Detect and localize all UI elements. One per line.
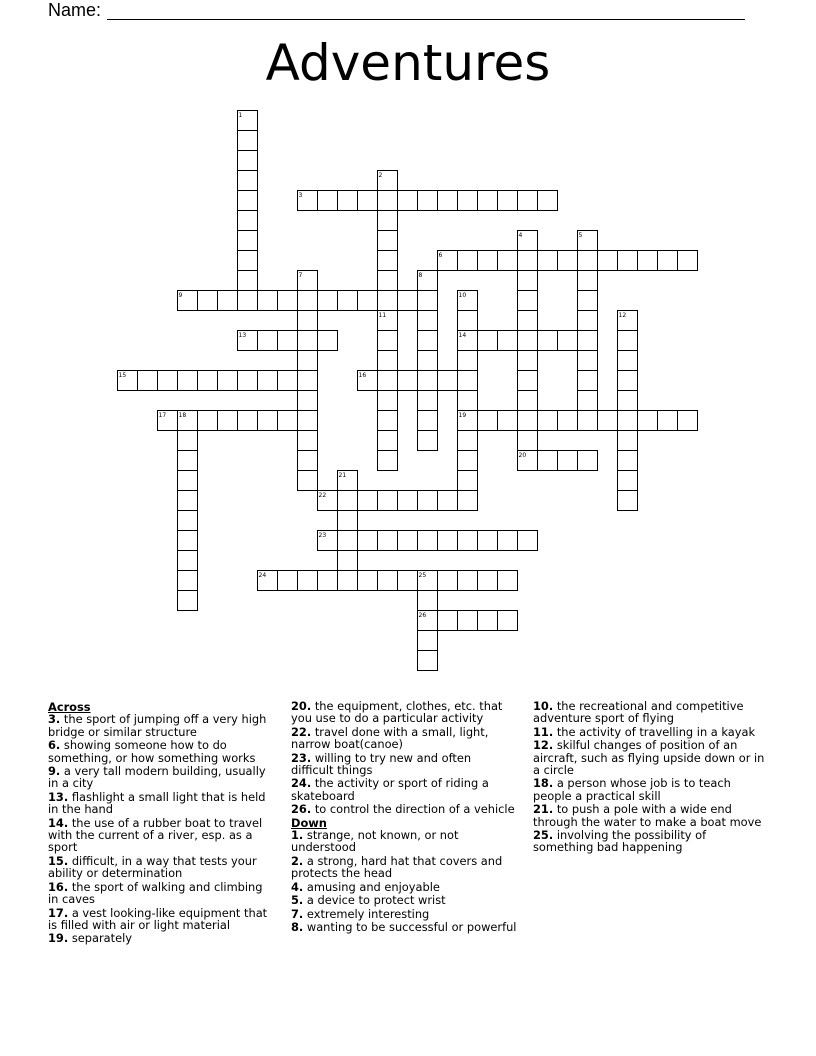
grid-cell[interactable] bbox=[138, 371, 158, 391]
grid-cell[interactable] bbox=[398, 531, 418, 551]
clue-number: 21. bbox=[533, 802, 554, 817]
grid-cell[interactable] bbox=[278, 411, 298, 431]
grid-cell[interactable] bbox=[398, 191, 418, 211]
grid-number: 9 bbox=[178, 292, 183, 299]
clue-item bbox=[291, 908, 517, 920]
grid-cell[interactable] bbox=[618, 331, 638, 351]
clue-text: showing someone how to do something, or how something works bbox=[48, 738, 256, 765]
grid-cell[interactable] bbox=[418, 291, 438, 311]
grid-cell[interactable] bbox=[578, 331, 598, 351]
grid-cell[interactable] bbox=[458, 451, 478, 471]
grid-cell[interactable] bbox=[438, 571, 458, 591]
clues-column-2 bbox=[291, 700, 517, 934]
grid-cell[interactable] bbox=[378, 331, 398, 351]
grid-cell[interactable] bbox=[298, 331, 318, 351]
grid-cell[interactable] bbox=[418, 491, 438, 511]
grid-cell[interactable] bbox=[618, 431, 638, 451]
clue-text: a strong, hard hat that covers and protects the head bbox=[291, 853, 503, 881]
clue-text: travel done with a small, light, narrow boat(canoe) bbox=[291, 724, 489, 752]
grid-cell[interactable] bbox=[298, 351, 318, 371]
grid-cell[interactable] bbox=[618, 451, 638, 471]
grid-cell[interactable] bbox=[658, 411, 678, 431]
grid-cell[interactable] bbox=[478, 251, 498, 271]
grid-cell[interactable] bbox=[478, 611, 498, 631]
grid-cell[interactable] bbox=[478, 191, 498, 211]
grid-cell[interactable] bbox=[498, 611, 518, 631]
grid-number: 8 bbox=[418, 272, 423, 279]
clue-text: to push a pole with a wide end through the water to make a boat move bbox=[533, 802, 762, 829]
grid-cell[interactable] bbox=[558, 451, 578, 471]
grid-cell[interactable] bbox=[418, 311, 438, 331]
grid-cell[interactable] bbox=[438, 191, 458, 211]
grid-cell[interactable] bbox=[518, 431, 538, 451]
grid-cell[interactable] bbox=[458, 571, 478, 591]
grid-cell[interactable] bbox=[458, 371, 478, 391]
clue-item bbox=[48, 791, 274, 816]
grid-cell[interactable] bbox=[338, 551, 358, 571]
grid-cell[interactable] bbox=[418, 631, 438, 651]
grid-cell[interactable] bbox=[578, 451, 598, 471]
grid-number: 13 bbox=[238, 332, 247, 339]
grid-cell[interactable] bbox=[538, 191, 558, 211]
grid-cell[interactable] bbox=[418, 651, 438, 671]
clue-item bbox=[291, 829, 517, 854]
grid-cell[interactable] bbox=[498, 191, 518, 211]
grid-number: 24 bbox=[258, 572, 267, 579]
clue-item bbox=[291, 921, 517, 933]
grid-cell[interactable] bbox=[298, 571, 318, 591]
grid-cell[interactable] bbox=[278, 331, 298, 351]
grid-cell[interactable] bbox=[578, 291, 598, 311]
grid-cell[interactable] bbox=[458, 531, 478, 551]
clue-item bbox=[48, 855, 274, 880]
grid-cell[interactable] bbox=[278, 371, 298, 391]
clue-number: 15. bbox=[48, 853, 69, 868]
clue-number: 11. bbox=[533, 724, 554, 739]
grid-cell[interactable] bbox=[278, 291, 298, 311]
grid-number: 23 bbox=[318, 532, 327, 539]
grid-cell[interactable] bbox=[518, 271, 538, 291]
clue-number: 8. bbox=[291, 919, 304, 934]
clue-text: amusing and enjoyable bbox=[306, 879, 440, 894]
across-clue-list-continued bbox=[291, 700, 517, 816]
grid-cell[interactable] bbox=[218, 291, 238, 311]
clue-text: a device to protect wrist bbox=[306, 893, 446, 908]
grid-cell[interactable] bbox=[398, 571, 418, 591]
grid-number: 22 bbox=[318, 492, 327, 499]
grid-cell[interactable] bbox=[538, 411, 558, 431]
grid-cell[interactable] bbox=[478, 331, 498, 351]
clue-text: the sport of walking and climbing in caves bbox=[48, 879, 263, 907]
grid-cell[interactable] bbox=[498, 331, 518, 351]
clue-number: 7. bbox=[291, 906, 304, 921]
grid-cell[interactable] bbox=[198, 411, 218, 431]
clue-item bbox=[291, 700, 517, 725]
clue-item bbox=[533, 803, 769, 828]
grid-cell[interactable] bbox=[578, 351, 598, 371]
grid-cell[interactable] bbox=[438, 491, 458, 511]
clue-text: the use of a rubber boat to travel with the current of a river, esp. as a sport bbox=[48, 815, 263, 855]
grid-cell[interactable] bbox=[378, 431, 398, 451]
grid-cell[interactable] bbox=[278, 571, 298, 591]
grid-number: 10 bbox=[458, 292, 467, 299]
grid-cell[interactable] bbox=[178, 491, 198, 511]
grid-cell[interactable] bbox=[458, 391, 478, 411]
grid-cell[interactable] bbox=[418, 371, 438, 391]
grid-number: 26 bbox=[418, 612, 427, 619]
grid-cell[interactable] bbox=[178, 371, 198, 391]
grid-cell[interactable] bbox=[378, 491, 398, 511]
clue-number: 24. bbox=[291, 776, 312, 791]
grid-cell[interactable] bbox=[618, 491, 638, 511]
grid-cell[interactable] bbox=[178, 511, 198, 531]
clue-item bbox=[48, 907, 274, 932]
grid-cell[interactable] bbox=[378, 351, 398, 371]
grid-cell[interactable] bbox=[338, 511, 358, 531]
grid-cell[interactable] bbox=[578, 271, 598, 291]
grid-number: 3 bbox=[298, 192, 303, 199]
grid-cell[interactable] bbox=[378, 191, 398, 211]
grid-cell[interactable] bbox=[458, 431, 478, 451]
clue-item bbox=[533, 829, 769, 854]
grid-cell[interactable] bbox=[178, 571, 198, 591]
clue-text: skilful changes of position of an aircraft, such as flying upside down or in a circle bbox=[533, 738, 765, 778]
across-heading: Across bbox=[48, 700, 91, 714]
grid-number: 5 bbox=[578, 232, 583, 239]
grid-number: 12 bbox=[618, 312, 627, 319]
clue-item bbox=[533, 726, 769, 738]
grid-cell[interactable] bbox=[418, 411, 438, 431]
grid-cell[interactable] bbox=[518, 411, 538, 431]
clue-text: a person whose job is to teach people a practical skill bbox=[533, 776, 731, 803]
grid-cell[interactable] bbox=[618, 251, 638, 271]
grid-cell[interactable] bbox=[618, 351, 638, 371]
grid-cell[interactable] bbox=[378, 251, 398, 271]
down-clue-list bbox=[291, 829, 517, 933]
grid-cell[interactable] bbox=[298, 411, 318, 431]
grid-cell[interactable] bbox=[558, 331, 578, 351]
grid-cell[interactable] bbox=[518, 251, 538, 271]
grid-cell[interactable] bbox=[178, 531, 198, 551]
grid-cell[interactable] bbox=[258, 331, 278, 351]
grid-cell[interactable] bbox=[238, 371, 258, 391]
grid-cell[interactable] bbox=[638, 411, 658, 431]
grid-cell[interactable] bbox=[578, 391, 598, 411]
clue-text: flashlight a small light that is held in the hand bbox=[48, 789, 266, 817]
grid-cell[interactable] bbox=[378, 391, 398, 411]
grid-cell[interactable] bbox=[338, 291, 358, 311]
clues-column-3 bbox=[533, 700, 769, 855]
clue-number: 2. bbox=[291, 853, 304, 868]
grid-cell[interactable] bbox=[398, 291, 418, 311]
grid-cell[interactable] bbox=[358, 291, 378, 311]
clue-item bbox=[291, 803, 517, 815]
grid-cell[interactable] bbox=[418, 351, 438, 371]
grid-cell[interactable] bbox=[558, 251, 578, 271]
grid-number: 21 bbox=[338, 472, 347, 479]
clue-number: 13. bbox=[48, 789, 69, 804]
clue-item bbox=[48, 881, 274, 906]
grid-number: 25 bbox=[418, 572, 427, 579]
clue-number: 20. bbox=[291, 699, 312, 713]
clues-column-1 bbox=[48, 700, 274, 946]
grid-number: 2 bbox=[378, 172, 383, 179]
down-clue-list-continued bbox=[533, 700, 769, 854]
grid-cell[interactable] bbox=[238, 411, 258, 431]
clue-item bbox=[48, 739, 274, 764]
grid-cell[interactable] bbox=[458, 251, 478, 271]
clue-text: the activity of travelling in a kayak bbox=[556, 724, 756, 739]
grid-cell[interactable] bbox=[218, 371, 238, 391]
grid-number: 6 bbox=[438, 252, 443, 259]
grid-cell[interactable] bbox=[518, 311, 538, 331]
grid-cell[interactable] bbox=[378, 451, 398, 471]
grid-cell[interactable] bbox=[458, 311, 478, 331]
grid-cell[interactable] bbox=[298, 391, 318, 411]
clue-item bbox=[291, 881, 517, 893]
grid-number: 7 bbox=[298, 272, 303, 279]
grid-cell[interactable] bbox=[458, 491, 478, 511]
grid-cell[interactable] bbox=[418, 531, 438, 551]
grid-cell[interactable] bbox=[238, 151, 258, 171]
grid-cell[interactable] bbox=[318, 191, 338, 211]
grid-cell[interactable] bbox=[258, 411, 278, 431]
grid-cell[interactable] bbox=[398, 371, 418, 391]
grid-cell[interactable] bbox=[418, 191, 438, 211]
clue-item bbox=[291, 777, 517, 802]
grid-cell[interactable] bbox=[438, 371, 458, 391]
grid-number: 17 bbox=[158, 412, 167, 419]
grid-cell[interactable] bbox=[538, 451, 558, 471]
grid-cell[interactable] bbox=[198, 371, 218, 391]
clue-text: to control the direction of a vehicle bbox=[314, 802, 515, 817]
grid-cell[interactable] bbox=[658, 251, 678, 271]
grid-number: 4 bbox=[518, 232, 523, 239]
grid-cell[interactable] bbox=[178, 431, 198, 451]
clue-number: 9. bbox=[48, 764, 61, 779]
clue-number: 3. bbox=[48, 712, 61, 727]
grid-cell[interactable] bbox=[178, 591, 198, 611]
grid-cell[interactable] bbox=[378, 531, 398, 551]
grid-cell[interactable] bbox=[158, 371, 178, 391]
grid-cell[interactable] bbox=[298, 291, 318, 311]
grid-cell[interactable] bbox=[418, 591, 438, 611]
grid-cell[interactable] bbox=[518, 351, 538, 371]
puzzle-title: Adventures bbox=[265, 34, 551, 92]
grid-cell[interactable] bbox=[378, 231, 398, 251]
grid-cell[interactable] bbox=[418, 431, 438, 451]
clue-item bbox=[533, 700, 769, 725]
grid-cell[interactable] bbox=[358, 191, 378, 211]
grid-cell[interactable] bbox=[298, 451, 318, 471]
grid-number: 14 bbox=[458, 332, 467, 339]
grid-number: 15 bbox=[118, 372, 127, 379]
grid-cell[interactable] bbox=[378, 271, 398, 291]
grid-cell[interactable] bbox=[678, 251, 698, 271]
grid-cell[interactable] bbox=[178, 451, 198, 471]
grid-cell[interactable] bbox=[438, 531, 458, 551]
grid-cell[interactable] bbox=[618, 371, 638, 391]
grid-cell[interactable] bbox=[418, 391, 438, 411]
grid-number: 19 bbox=[458, 412, 467, 419]
grid-cell[interactable] bbox=[318, 291, 338, 311]
grid-cell[interactable] bbox=[358, 571, 378, 591]
clue-number: 10. bbox=[533, 699, 554, 713]
grid-cell[interactable] bbox=[358, 491, 378, 511]
clue-item bbox=[291, 726, 517, 751]
grid-cell[interactable] bbox=[238, 171, 258, 191]
grid-cell[interactable] bbox=[498, 411, 518, 431]
clue-number: 5. bbox=[291, 893, 304, 908]
grid-cell[interactable] bbox=[518, 331, 538, 351]
clue-text: involving the possibility of something bad happening bbox=[533, 828, 707, 855]
grid-cell[interactable] bbox=[338, 191, 358, 211]
grid-cell[interactable] bbox=[298, 371, 318, 391]
grid-cell[interactable] bbox=[198, 291, 218, 311]
clue-item bbox=[48, 765, 274, 790]
clue-item bbox=[533, 739, 769, 776]
grid-cell[interactable] bbox=[458, 611, 478, 631]
grid-cell[interactable] bbox=[438, 611, 458, 631]
grid-cell[interactable] bbox=[238, 291, 258, 311]
clue-item bbox=[291, 855, 517, 880]
grid-number: 11 bbox=[378, 312, 387, 319]
grid-cell[interactable] bbox=[498, 531, 518, 551]
grid-cell[interactable] bbox=[518, 531, 538, 551]
grid-cell[interactable] bbox=[298, 471, 318, 491]
grid-cell[interactable] bbox=[378, 211, 398, 231]
clue-number: 19. bbox=[48, 931, 69, 946]
clue-number: 14. bbox=[48, 815, 69, 830]
grid-cell[interactable] bbox=[338, 491, 358, 511]
grid-cell[interactable] bbox=[338, 571, 358, 591]
grid-cell[interactable] bbox=[378, 411, 398, 431]
grid-cell[interactable] bbox=[618, 411, 638, 431]
name-label: Name: bbox=[48, 0, 102, 20]
grid-cell[interactable] bbox=[538, 251, 558, 271]
clue-item bbox=[48, 932, 274, 944]
grid-cell[interactable] bbox=[398, 491, 418, 511]
grid-cell[interactable] bbox=[498, 571, 518, 591]
grid-cell[interactable] bbox=[478, 531, 498, 551]
across-clue-list bbox=[48, 713, 274, 944]
clue-text: strange, not known, or not understood bbox=[291, 828, 459, 855]
clue-number: 6. bbox=[48, 738, 61, 753]
grid-cell[interactable] bbox=[578, 311, 598, 331]
clue-text: willing to try new and often difficult things bbox=[291, 750, 472, 778]
grid-cell[interactable] bbox=[238, 271, 258, 291]
grid-cell[interactable] bbox=[378, 291, 398, 311]
clue-text: a very tall modern building, usually in a city bbox=[48, 764, 266, 791]
grid-cell[interactable] bbox=[458, 351, 478, 371]
grid-cell[interactable] bbox=[218, 411, 238, 431]
grid-cell[interactable] bbox=[458, 471, 478, 491]
grid-cell[interactable] bbox=[598, 411, 618, 431]
grid-cell[interactable] bbox=[238, 211, 258, 231]
clue-item bbox=[48, 817, 274, 854]
grid-cell[interactable] bbox=[558, 411, 578, 431]
clue-number: 25. bbox=[533, 828, 554, 843]
clue-text: the sport of jumping off a very high bridge or similar structure bbox=[48, 712, 267, 739]
grid-number: 20 bbox=[518, 452, 527, 459]
grid-cell[interactable] bbox=[578, 371, 598, 391]
grid-cell[interactable] bbox=[618, 471, 638, 491]
grid-cell[interactable] bbox=[518, 291, 538, 311]
clue-number: 16. bbox=[48, 879, 69, 894]
clue-number: 18. bbox=[533, 776, 554, 791]
grid-cell[interactable] bbox=[358, 531, 378, 551]
clue-number: 26. bbox=[291, 802, 312, 817]
grid-cell[interactable] bbox=[298, 431, 318, 451]
clue-text: the equipment, clothes, etc. that you use to do a particular activity bbox=[291, 699, 503, 726]
grid-number: 16 bbox=[358, 372, 367, 379]
grid-cell[interactable] bbox=[618, 391, 638, 411]
clue-number: 23. bbox=[291, 750, 312, 765]
clue-number: 12. bbox=[533, 738, 554, 753]
clue-number: 1. bbox=[291, 828, 304, 843]
grid-cell[interactable] bbox=[578, 411, 598, 431]
clue-item bbox=[291, 894, 517, 906]
clue-text: extremely interesting bbox=[306, 906, 430, 921]
grid-cell[interactable] bbox=[318, 331, 338, 351]
grid-cell[interactable] bbox=[378, 571, 398, 591]
grid-number: 18 bbox=[178, 412, 187, 419]
clue-text: a vest looking-like equipment that is filled with air or light material bbox=[48, 905, 268, 932]
grid-cell[interactable] bbox=[518, 191, 538, 211]
grid-cell[interactable] bbox=[238, 191, 258, 211]
grid-cell[interactable] bbox=[178, 551, 198, 571]
grid-cell[interactable] bbox=[258, 371, 278, 391]
grid-cell[interactable] bbox=[298, 311, 318, 331]
clue-text: the activity or sport of riding a skateboard bbox=[291, 776, 489, 803]
grid-cell[interactable] bbox=[318, 571, 338, 591]
grid-cell[interactable] bbox=[238, 251, 258, 271]
grid-cell[interactable] bbox=[458, 191, 478, 211]
grid-cell[interactable] bbox=[478, 571, 498, 591]
grid-cell[interactable] bbox=[338, 531, 358, 551]
grid-cell[interactable] bbox=[498, 251, 518, 271]
clue-text: wanting to be successful or powerful bbox=[306, 919, 517, 934]
grid-cell[interactable] bbox=[258, 291, 278, 311]
grid-number: 1 bbox=[238, 112, 243, 119]
grid-cell[interactable] bbox=[598, 251, 618, 271]
grid-cell[interactable] bbox=[638, 251, 658, 271]
clue-item bbox=[533, 777, 769, 802]
grid-cell[interactable] bbox=[378, 371, 398, 391]
grid-cell[interactable] bbox=[418, 331, 438, 351]
clue-text: difficult, in a way that tests your ability or determination bbox=[48, 853, 257, 881]
grid-cell[interactable] bbox=[238, 231, 258, 251]
clue-number: 17. bbox=[48, 905, 69, 920]
grid-cell[interactable] bbox=[478, 411, 498, 431]
grid-cell[interactable] bbox=[238, 131, 258, 151]
clue-number: 22. bbox=[291, 724, 312, 739]
grid-cell[interactable] bbox=[518, 391, 538, 411]
grid-cell[interactable] bbox=[538, 331, 558, 351]
grid-cell[interactable] bbox=[678, 411, 698, 431]
clue-number: 4. bbox=[291, 879, 304, 894]
clue-item bbox=[291, 752, 517, 777]
clue-item bbox=[48, 713, 274, 738]
grid-cell[interactable] bbox=[518, 371, 538, 391]
clue-text: the recreational and competitive adventure sport of flying bbox=[533, 699, 744, 726]
clue-text: separately bbox=[71, 931, 133, 946]
down-heading: Down bbox=[291, 815, 327, 830]
grid-cell[interactable] bbox=[178, 471, 198, 491]
grid-cell[interactable] bbox=[578, 251, 598, 271]
